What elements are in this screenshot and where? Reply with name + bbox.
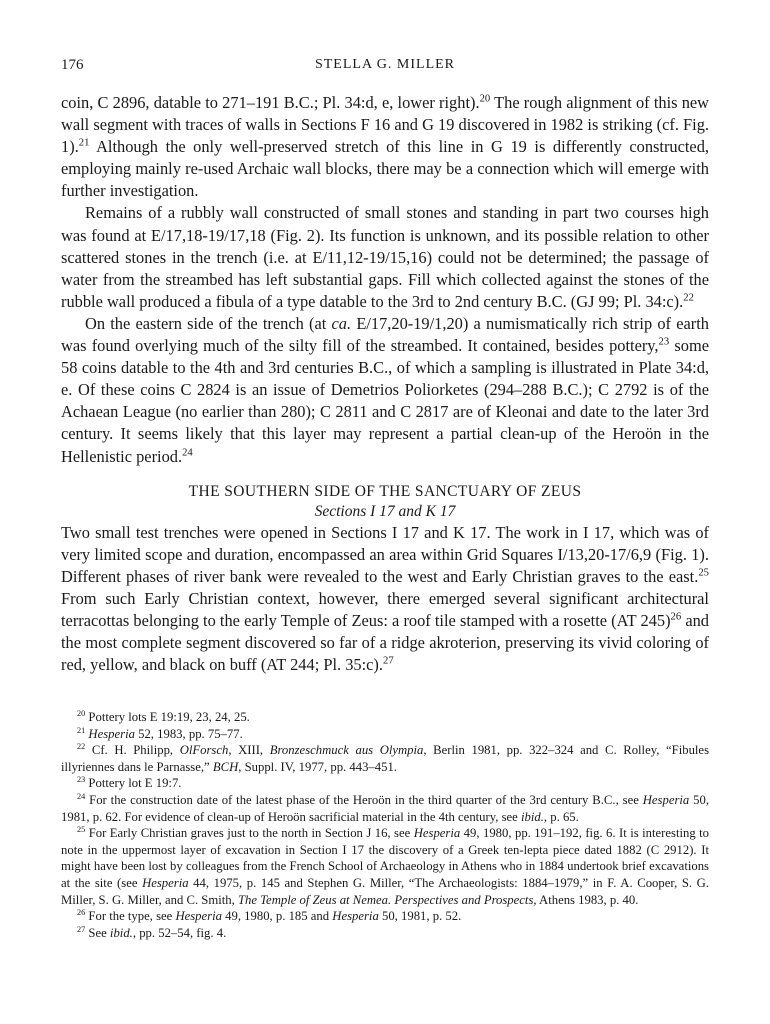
text-run: ; Pl. 34:d, e, lower right).	[313, 93, 480, 112]
text-run: For the construction date of the latest phase of the Heroön in the third quarter of the 3rd century	[89, 792, 593, 807]
footnote-number: 20	[77, 708, 86, 718]
running-head: STELLA G. MILLER	[314, 57, 456, 72]
text-run: From such Early Christian context, however, there emerged several significant architectural terracottas belonging to the early Temple of Zeus: a roof tile stamped with a rosette (AT 245)	[61, 588, 709, 630]
small-caps-text: B.C.	[283, 93, 314, 112]
page-header	[61, 57, 709, 77]
body-text	[61, 92, 709, 676]
text-run: For Early Christian graves just to the north in Section J 16, see	[88, 826, 414, 841]
text-run: Cf. H. Philipp,	[91, 743, 180, 758]
footnote-ref: 24	[182, 447, 193, 459]
text-run: 49, 1980, pp. 191–192, fig. 6. It is interesting to note in the uppermost layer of excavation in Section I 17 the discovery of a Greek ten-lepta piece dated 1882 (C 2912). It might have been lost by colleagues from the French School of Archaeology in Athens who in 1884 undertook brief excavations at the site (see	[61, 826, 710, 890]
page-number: 176	[61, 57, 84, 73]
text-run: some 58 coins datable to the 4th and 3rd centuries	[61, 336, 709, 378]
text-run: E/17,20-19/1,20) a numismatically rich strip of earth was found overlying much of the silty fill of the streambed. It contained, besides pottery,	[61, 313, 709, 356]
footnote	[61, 908, 709, 925]
small-caps-text: B.C.	[552, 380, 583, 400]
footnote-ref: 22	[683, 292, 694, 304]
text-run: 50, 1981, p. 62. For evidence of clean-up of Heroön sacrificial material in the 4th century, see	[61, 792, 710, 824]
text-run: 50, 1981, p. 52.	[378, 909, 462, 924]
footnote-number: 25	[77, 824, 86, 834]
text-run: , pp. 52–54, fig. 4.	[132, 925, 227, 940]
italic-text: Hesperia	[642, 792, 690, 807]
text-run: See	[88, 925, 110, 940]
text-run: For the type, see	[88, 909, 176, 924]
footnote-number: 27	[77, 924, 86, 934]
italic-text: ibid.	[521, 809, 544, 824]
footnote	[61, 709, 709, 726]
text-run: (GJ 99; Pl. 34:c).	[566, 291, 684, 311]
paragraph	[61, 92, 709, 202]
section-heading: THE SOUTHERN SIDE OF THE SANCTUARY OF ZEUS	[188, 482, 582, 500]
footnote-number: 22	[77, 741, 86, 751]
text-run: 52, 1983, pp. 75–77.	[134, 726, 243, 741]
italic-text: The Temple of Zeus at Nemea. Perspectives and Prospects	[237, 892, 534, 907]
footnote-ref: 20	[479, 93, 491, 105]
text-run: Remains of a rubbly wall constructed of small stones and standing in part two courses high was found at E/17,18-19/17,18 (Fig. 2). Its function is unknown, and its possible relation to other scattered stones in the trench (i.e. at E/11,12-19/15,16) could not be determined; the passage of water from the streambed has left substantial gaps. Fill which collected against the stones of the rubble wall produced a fibula of a type datable to the 3rd to 2nd century	[61, 203, 709, 311]
italic-text: Hesperia	[142, 875, 189, 890]
paragraph	[61, 202, 709, 312]
small-caps-text: B.C.	[536, 291, 567, 311]
text-run: The rough alignment of this new wall segment with traces of walls in Sections F 16 and G 19 discovered in 1982 is striking (cf. Fig. 1).	[61, 93, 710, 157]
text-run: On the eastern side of the trench (at	[85, 313, 332, 333]
text-run: , Suppl. IV, 1977, pp. 443–451.	[238, 759, 397, 774]
italic-text: Hesperia	[413, 826, 461, 841]
footnote	[61, 726, 709, 743]
small-caps-text: B.C.	[592, 792, 616, 807]
text-run: and the most complete segment discovered so far of a ridge akroterion, preserving its vivid coloring of red, yellow, and black on buff (AT 244; Pl. 35:c).	[61, 610, 709, 675]
footnote-number: 23	[77, 775, 86, 785]
text-run: , Athens 1983, p. 40.	[533, 892, 639, 907]
footnote	[61, 775, 709, 792]
footnote-ref: 26	[670, 611, 682, 623]
footnote-ref: 21	[78, 137, 90, 149]
text-run: Pottery lot E 19:7.	[88, 776, 182, 791]
text-run: coin, C 2896, datable to 271–191	[61, 93, 284, 112]
footnote	[61, 792, 709, 825]
italic-text: ca.	[331, 313, 352, 333]
text-run: Pottery lots E 19:19, 23, 24, 25.	[88, 710, 250, 724]
text-run: , see	[615, 792, 643, 807]
text-run: ); C 2792 is of the Achaean League (no earlier than 280); C 2811 and C 2817 are of Kleonai and date to the later 3rd century. It seems likely that this layer may represent a partial clean-up of the Heroön in the Hellenistic period.	[61, 380, 709, 466]
footnote-number: 26	[77, 907, 86, 917]
footnote	[61, 742, 709, 775]
text-run: 44, 1975, p. 145 and Stephen G. Miller, “The Archaeologists: 1884–1979,” in F. A. Cooper, S. G. Miller, S. G. Miller, and C. Smith,	[61, 875, 709, 907]
footnote-ref: 23	[658, 336, 670, 348]
text-run: Although the only well-preserved stretch of this line in G 19 is differently constructed, employing mainly re-used Archaic wall blocks, there may be a connection which will emerge with further investigation.	[61, 137, 709, 201]
footnote-ref: 27	[382, 655, 394, 667]
text-run: 49, 1980, p. 185 and	[221, 909, 333, 924]
section-subheading: Sections I 17 and K 17	[314, 502, 456, 520]
text-run: Two small test trenches were opened in Sections I 17 and K 17. The work in I 17, which was of very limited scope and duration, encompassed an area within Grid Squares I/13,20-17/6,9 (Fig. 1). Different phases of river bank were revealed to the west and Early Christian graves to the east.	[61, 522, 709, 586]
footnote-number: 24	[77, 791, 86, 801]
italic-text: Hesperia	[88, 726, 135, 741]
italic-text: Bronzeschmuck aus Olympia	[269, 743, 424, 758]
italic-text: Hesperia	[175, 909, 222, 924]
text-run: , Berlin 1981, pp. 322–324 and C. Rolley, “Fibules illyriennes dans le Parnasse,”	[61, 743, 710, 774]
text-run: , of which a sampling is illustrated in Plate 34:d, e. Of these coins C 2824 is an issue of Demetrios Poliorketes (294–288	[61, 358, 709, 400]
text-run: , XIII,	[228, 743, 270, 758]
footnote-ref: 25	[698, 567, 709, 579]
paragraph	[61, 313, 709, 468]
footnote	[61, 925, 709, 942]
italic-text: ibid.	[109, 925, 133, 940]
paragraph	[61, 522, 709, 677]
text-run: , p. 65.	[543, 809, 579, 824]
footnotes	[61, 709, 709, 941]
footnote-number: 21	[77, 725, 86, 735]
italic-text: BCH	[212, 759, 239, 774]
small-caps-text: B.C.	[358, 358, 389, 378]
italic-text: Hesperia	[332, 909, 379, 924]
footnote	[61, 825, 709, 908]
italic-text: OlForsch	[179, 743, 229, 758]
